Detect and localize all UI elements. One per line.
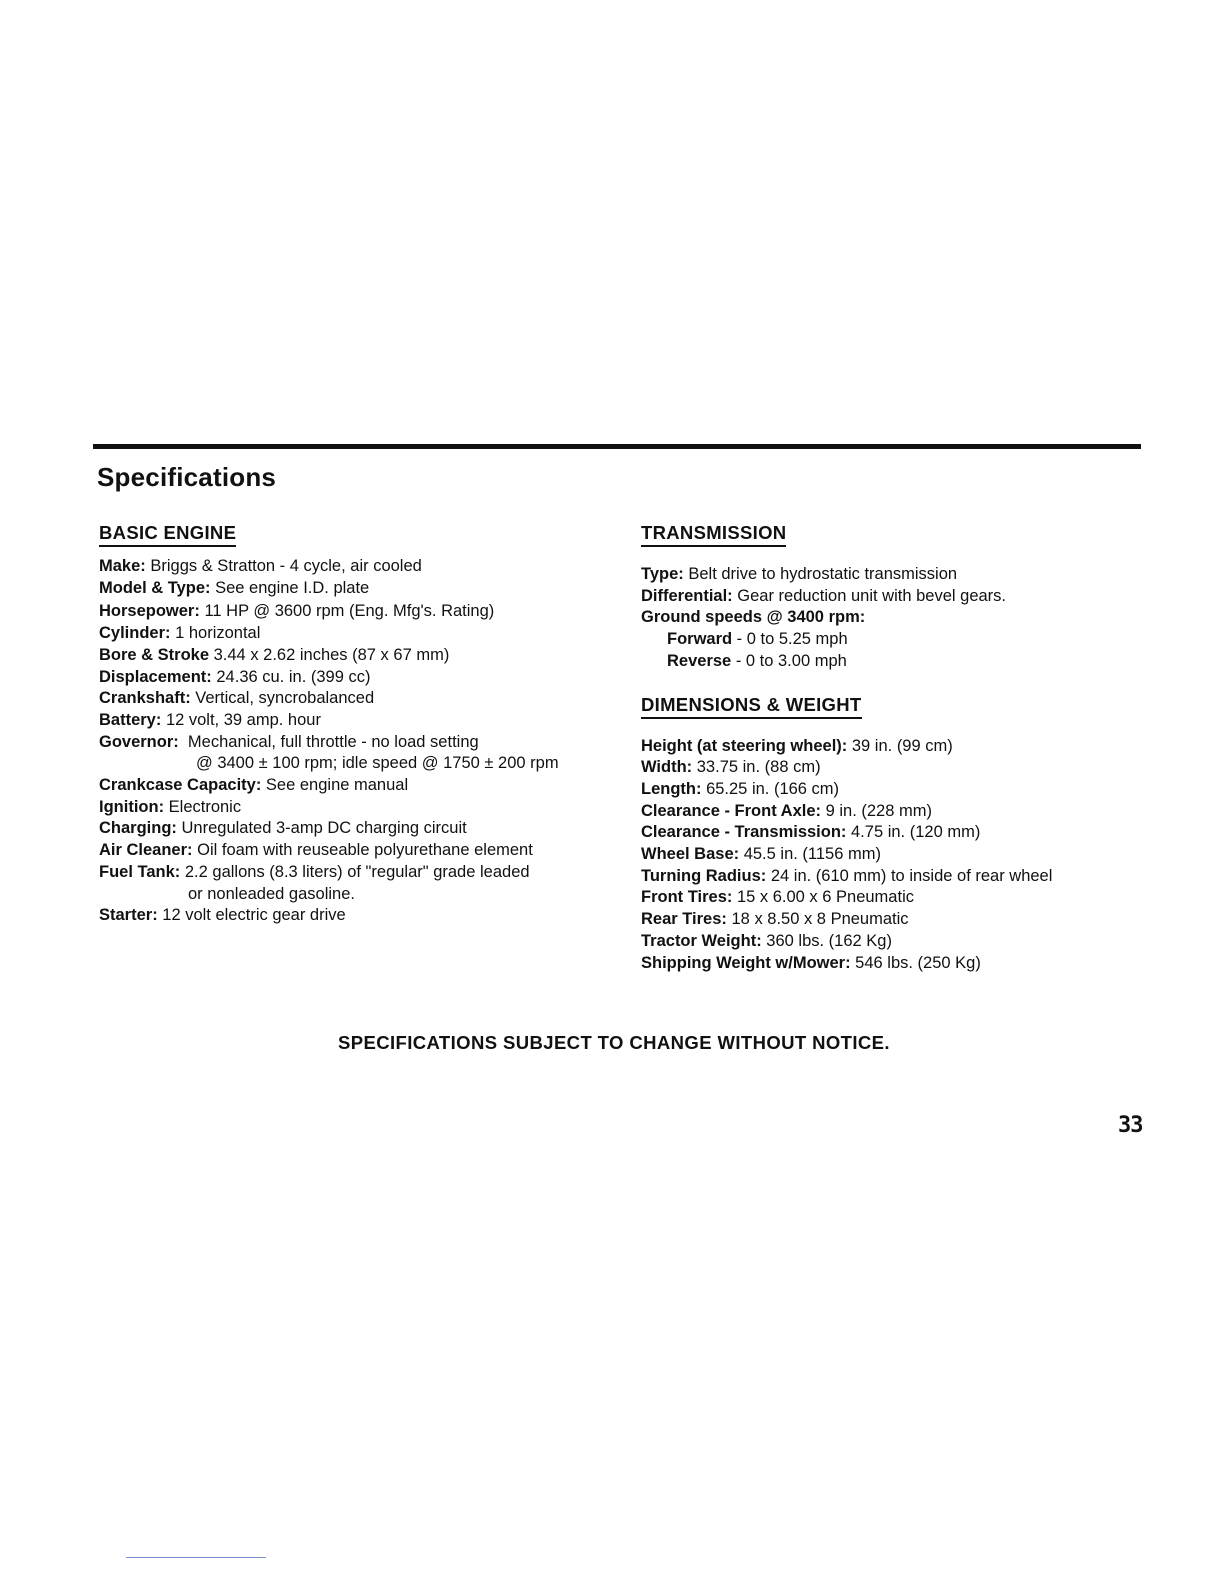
spec-horsepower: Horsepower: 11 HP @ 3600 rpm (Eng. Mfg's. Rating) xyxy=(99,602,495,621)
spec-cylinder: Cylinder: 1 horizontal xyxy=(99,624,261,643)
spec-reverse: Reverse - 0 to 3.00 mph xyxy=(667,651,847,670)
spec-differential: Differential: Gear reduction unit with bevel gears. xyxy=(641,586,1007,605)
specifications-notice: SPECIFICATIONS SUBJECT TO CHANGE WITHOUT NOTICE. xyxy=(338,1032,890,1053)
spec-type: Type: Belt drive to hydrostatic transmission xyxy=(641,565,958,583)
spec-air-cleaner: Air Cleaner: Oil foam with reuseable polyurethane element xyxy=(99,841,533,860)
spec-fuel-tank-continued: or nonleaded gasoline. xyxy=(188,884,355,903)
spec-starter: Starter: 12 volt electric gear drive xyxy=(99,906,346,925)
spec-width: Width: 33.75 in. (88 cm) xyxy=(641,758,821,777)
spec-bore-stroke: Bore & Stroke 3.44 x 2.62 inches (87 x 67 mm) xyxy=(99,645,450,664)
basic-engine-heading: BASIC ENGINE xyxy=(99,522,236,547)
right-column xyxy=(641,522,1141,974)
spec-charging: Charging: Unregulated 3-amp DC charging circuit xyxy=(99,819,467,838)
spec-ground-speeds: Ground speeds @ 3400 rpm: xyxy=(641,608,866,627)
spec-displacement: Displacement: 24.36 cu. in. (399 cc) xyxy=(99,667,371,686)
spec-battery: Battery: 12 volt, 39 amp. hour xyxy=(99,710,321,729)
spec-height: Height (at steering wheel): 39 in. (99 cm) xyxy=(641,736,953,755)
spec-make: Make: Briggs & Stratton - 4 cycle, air cooled xyxy=(99,557,422,575)
spec-clearance-front-axle: Clearance - Front Axle: 9 in. (228 mm) xyxy=(641,801,932,820)
header-rule xyxy=(93,444,1141,449)
spec-ignition: Ignition: Electronic xyxy=(99,797,242,816)
spec-crankcase-capacity: Crankcase Capacity: See engine manual xyxy=(99,776,409,795)
spec-forward: Forward - 0 to 5.25 mph xyxy=(667,630,848,649)
spec-length: Length: 65.25 in. (166 cm) xyxy=(641,779,840,798)
spec-shipping-weight: Shipping Weight w/Mower: 546 lbs. (250 Kg) xyxy=(641,953,981,972)
spec-front-tires: Front Tires: 15 x 6.00 x 6 Pneumatic xyxy=(641,888,914,907)
basic-engine-section xyxy=(99,522,619,927)
spec-wheel-base: Wheel Base: 45.5 in. (1156 mm) xyxy=(641,845,881,864)
spec-turning-radius: Turning Radius: 24 in. (610 mm) to inside of rear wheel xyxy=(641,866,1053,885)
spec-fuel-tank: Fuel Tank: 2.2 gallons (8.3 liters) of "regular" grade leaded xyxy=(99,862,530,881)
transmission-heading: TRANSMISSION xyxy=(641,522,786,547)
spec-clearance-transmission: Clearance - Transmission: 4.75 in. (120 mm) xyxy=(641,823,981,842)
spec-governor: Governor: Mechanical, full throttle - no load setting xyxy=(99,732,479,751)
spec-tractor-weight: Tractor Weight: 360 lbs. (162 Kg) xyxy=(641,931,892,950)
transmission-section xyxy=(641,522,1141,673)
spec-governor-continued: @ 3400 ± 100 rpm; idle speed @ 1750 ± 200 rpm xyxy=(196,754,559,773)
spec-rear-tires: Rear Tires: 18 x 8.50 x 8 Pneumatic xyxy=(641,910,909,929)
page-number: 33 xyxy=(1118,1113,1143,1138)
dimensions-heading: DIMENSIONS & WEIGHT xyxy=(641,694,862,719)
page-title: Specifications xyxy=(97,462,277,492)
basic-engine-list xyxy=(99,556,619,927)
footer-rule xyxy=(126,1557,266,1558)
dimensions-section xyxy=(641,694,1141,975)
spec-model-type: Model & Type: See engine I.D. plate xyxy=(99,578,370,597)
spec-crankshaft: Crankshaft: Vertical, syncrobalanced xyxy=(99,689,375,708)
